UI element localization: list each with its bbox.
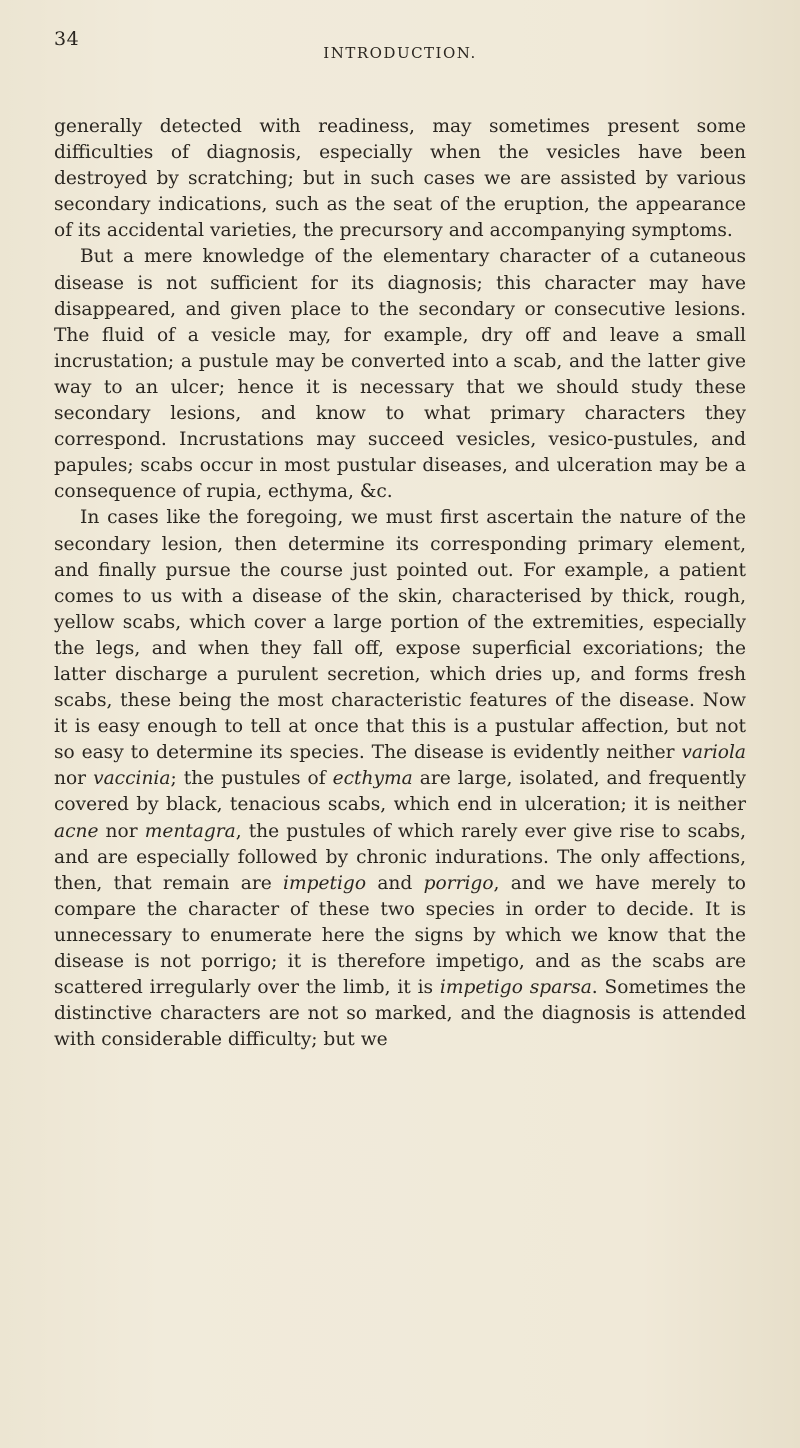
text-segment: ; the pustules of bbox=[170, 768, 333, 790]
text-segment: , and we have merely to compare the character of these two species in order to decide. It is unnecessary to enumerate here the signs by which we know that the disease is not porrigo; it is therefore impetigo, and as the scabs are scattered irregularly over the limb, it is bbox=[54, 872, 746, 999]
italic-term-mentagra: mentagra bbox=[144, 820, 236, 842]
text-segment: . Sometimes the distinctive characters are not so marked, and the diagnosis is attended with considerable difficulty; but we bbox=[54, 977, 746, 1051]
text-segment: In cases like the foregoing, we must first ascertain the nature of the secondary lesion, then determine its corresponding primary element, and finally pursue the course just pointed out. For example, a patient comes to us with a disease of the skin, characterised by thick, rough, yellow scabs, which cover a large portion of the extremities, especially the legs, and when they fall off, expose superficial excoriations; the latter discharge a purulent secretion, which dries up, and forms fresh scabs, these being the most characteristic features of the disease. Now it is easy enough to tell at once that this is a pustular affection, but not so easy to determine its species. The disease is evidently neither bbox=[54, 507, 746, 764]
italic-term-ecthyma: ecthyma bbox=[332, 768, 413, 790]
body-text bbox=[54, 114, 746, 1053]
text-segment: , the pustules of which rarely ever give rise to scabs, and are especially followed by chronic indurations. The only affections, then, that remain are bbox=[54, 820, 746, 894]
paragraph-2 bbox=[54, 244, 746, 505]
paragraph-1 bbox=[54, 114, 746, 244]
text-segment: But a mere knowledge of the elementary character of a cutaneous disease is not sufficient for its diagnosis; this character may have disappeared, and given place to the secondary or consecutive lesions. The fluid of a vesicle may, for example, dry off and leave a small incrustation; a pustule may be converted into a scab, and the latter give way to an ulcer; hence it is necessary that we should study these secondary lesions, and know to what primary characters they correspond. Incrustations may succeed vesicles, vesico-pustules, and papules; scabs occur in most pustular diseases, and ulceration may be a consequence of rupia, ecthyma, &c. bbox=[54, 246, 746, 503]
italic-term-acne: acne bbox=[54, 820, 99, 842]
text-segment: and bbox=[366, 872, 424, 894]
italic-term-vaccinia: vaccinia bbox=[93, 768, 171, 790]
text-segment: generally detected with readiness, may sometimes present some difficulties of diagnosis, especially when the vesicles have been destroyed by scratching; but in such cases we are assisted by various secondary indications, such as the seat of the eruption, the appearance of its accidental varieties, the precursory and accompanying symptoms. bbox=[54, 116, 746, 242]
text-segment: nor bbox=[54, 768, 94, 790]
italic-term-variola: variola bbox=[681, 742, 746, 764]
running-head: INTRODUCTION. bbox=[323, 44, 477, 62]
italic-term-impetigo: impetigo bbox=[283, 872, 367, 894]
text-segment: nor bbox=[98, 820, 145, 842]
italic-term-porrigo: porrigo bbox=[423, 872, 494, 894]
page-number: 34 bbox=[54, 28, 80, 50]
paragraph-3 bbox=[54, 505, 746, 1053]
text-segment: are large, isolated, and frequently covered by black, tenacious scabs, which end in ulceration; it is neither bbox=[54, 768, 747, 816]
italic-term-impetigo-sparsa: impetigo sparsa bbox=[439, 977, 592, 999]
